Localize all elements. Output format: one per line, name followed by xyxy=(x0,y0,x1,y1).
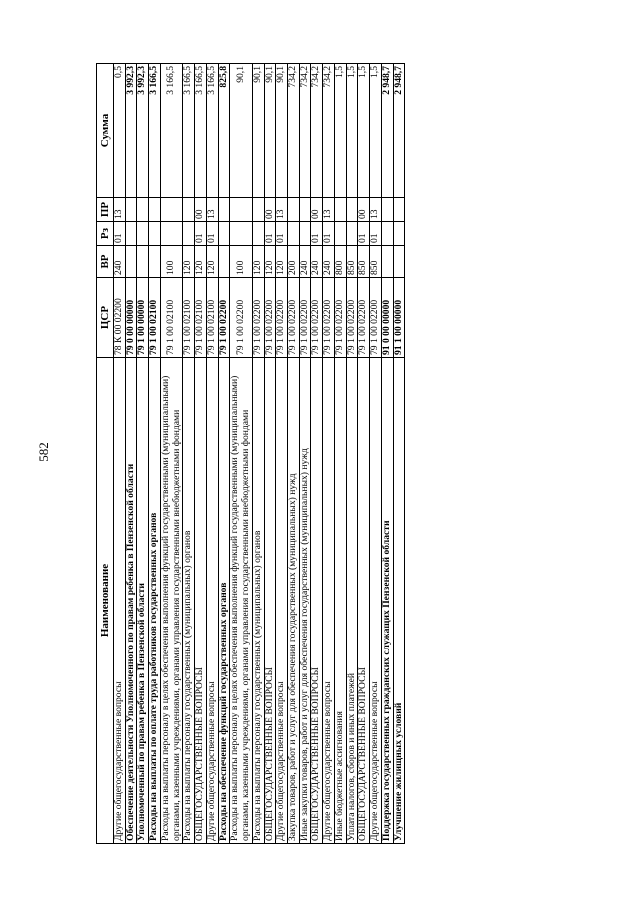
cell-pr xyxy=(149,198,161,222)
cell-sum: 1,5 xyxy=(358,64,370,198)
cell-rz xyxy=(334,222,346,246)
cell-rz xyxy=(230,222,252,246)
cell-csr: 91 1 00 00000 xyxy=(393,278,405,358)
cell-rz xyxy=(218,222,230,246)
cell-sum: 0,5 xyxy=(114,64,126,198)
cell-vr xyxy=(149,246,161,278)
cell-pr: 00 xyxy=(195,198,207,222)
cell-rz xyxy=(160,222,182,246)
cell-pr xyxy=(334,198,346,222)
cell-csr: 79 1 00 02200 xyxy=(252,278,264,358)
cell-csr: 79 1 00 02200 xyxy=(323,278,335,358)
cell-name: Расходы на выплаты персоналу государственных (муниципальных) органов xyxy=(252,358,264,844)
cell-rz xyxy=(393,222,405,246)
cell-rz: 01 xyxy=(276,222,288,246)
cell-sum: 734,2 xyxy=(288,64,300,198)
table-body xyxy=(114,64,405,844)
cell-vr: 240 xyxy=(299,246,311,278)
cell-name: ОБЩЕГОСУДАРСТВЕННЫЕ ВОПРОСЫ xyxy=(311,358,323,844)
cell-pr xyxy=(125,198,137,222)
cell-rz xyxy=(381,222,393,246)
table-row xyxy=(149,64,161,844)
header-rz: Рз xyxy=(97,222,114,246)
cell-vr: 120 xyxy=(276,246,288,278)
table-header-row xyxy=(97,64,114,844)
cell-csr: 79 1 00 02100 xyxy=(195,278,207,358)
cell-pr: 13 xyxy=(370,198,382,222)
header-csr: ЦСР xyxy=(97,278,114,358)
cell-sum: 90,1 xyxy=(230,64,252,198)
cell-pr xyxy=(218,198,230,222)
table-row xyxy=(370,64,382,844)
cell-rz xyxy=(125,222,137,246)
cell-sum: 3 992,3 xyxy=(125,64,137,198)
cell-name: Расходы на выплаты персоналу государственных (муниципальных) органов xyxy=(183,358,195,844)
budget-table-container xyxy=(96,64,602,844)
cell-pr xyxy=(137,198,149,222)
cell-pr: 00 xyxy=(264,198,276,222)
cell-vr xyxy=(125,246,137,278)
cell-rz xyxy=(299,222,311,246)
cell-pr: 00 xyxy=(358,198,370,222)
cell-pr: 00 xyxy=(311,198,323,222)
cell-sum: 90,1 xyxy=(264,64,276,198)
cell-rz: 01 xyxy=(358,222,370,246)
cell-vr: 100 xyxy=(160,246,182,278)
cell-sum: 3 166,5 xyxy=(183,64,195,198)
cell-sum: 2 948,7 xyxy=(381,64,393,198)
table-row xyxy=(183,64,195,844)
cell-csr: 79 1 00 02100 xyxy=(206,278,218,358)
cell-csr: 79 1 00 02100 xyxy=(149,278,161,358)
cell-sum: 1,5 xyxy=(346,64,358,198)
table-row xyxy=(218,64,230,844)
cell-name: ОБЩЕГОСУДАРСТВЕННЫЕ ВОПРОСЫ xyxy=(195,358,207,844)
table-row xyxy=(195,64,207,844)
table-row xyxy=(393,64,405,844)
cell-sum: 825,8 xyxy=(218,64,230,198)
cell-pr xyxy=(160,198,182,222)
cell-csr: 79 1 00 02200 xyxy=(218,278,230,358)
cell-csr: 79 1 00 02200 xyxy=(311,278,323,358)
cell-sum: 3 166,5 xyxy=(195,64,207,198)
cell-name: Обеспечение деятельности Уполномоченного по правам ребенка в Пензенской области xyxy=(125,358,137,844)
cell-name: Улучшение жилищных условий xyxy=(393,358,405,844)
cell-csr: 79 1 00 02200 xyxy=(358,278,370,358)
cell-name: Расходы на выплаты по оплате труда работников государственных органов xyxy=(149,358,161,844)
cell-sum: 90,1 xyxy=(276,64,288,198)
cell-pr xyxy=(252,198,264,222)
cell-csr: 79 1 00 02200 xyxy=(334,278,346,358)
cell-name: Другие общегосударственные вопросы xyxy=(323,358,335,844)
table-row xyxy=(381,64,393,844)
cell-pr xyxy=(183,198,195,222)
table-row xyxy=(114,64,126,844)
table-row xyxy=(358,64,370,844)
cell-pr xyxy=(299,198,311,222)
cell-sum: 3 166,5 xyxy=(160,64,182,198)
cell-name: Другие общегосударственные вопросы xyxy=(114,358,126,844)
cell-pr xyxy=(230,198,252,222)
cell-csr: 79 1 00 02200 xyxy=(288,278,300,358)
cell-rz xyxy=(149,222,161,246)
cell-pr xyxy=(393,198,405,222)
cell-name: ОБЩЕГОСУДАРСТВЕННЫЕ ВОПРОСЫ xyxy=(358,358,370,844)
table-row xyxy=(299,64,311,844)
cell-pr: 13 xyxy=(276,198,288,222)
cell-vr: 120 xyxy=(206,246,218,278)
cell-csr: 79 1 00 02200 xyxy=(264,278,276,358)
cell-vr xyxy=(137,246,149,278)
budget-table xyxy=(96,63,405,844)
cell-csr: 79 1 00 02200 xyxy=(299,278,311,358)
page-number: 582 xyxy=(36,442,51,462)
cell-pr xyxy=(346,198,358,222)
cell-vr xyxy=(381,246,393,278)
cell-sum: 1,5 xyxy=(370,64,382,198)
cell-vr: 120 xyxy=(183,246,195,278)
cell-csr: 78 К 00 02200 xyxy=(114,278,126,358)
cell-sum: 734,2 xyxy=(299,64,311,198)
cell-rz xyxy=(183,222,195,246)
cell-csr: 79 1 00 02200 xyxy=(346,278,358,358)
cell-csr: 79 1 00 02200 xyxy=(276,278,288,358)
cell-vr: 120 xyxy=(264,246,276,278)
cell-name: Расходы на выплаты персоналу в целях обеспечения выполнения функций государственными (муниципальными) органами, казенными учреждениями, органами управления государственными внебюджетными фондами xyxy=(230,358,252,844)
cell-csr: 79 1 00 02100 xyxy=(183,278,195,358)
table-row xyxy=(252,64,264,844)
cell-vr: 800 xyxy=(334,246,346,278)
cell-vr xyxy=(393,246,405,278)
cell-name: ОБЩЕГОСУДАРСТВЕННЫЕ ВОПРОСЫ xyxy=(264,358,276,844)
header-pr: ПР xyxy=(97,198,114,222)
cell-rz: 01 xyxy=(114,222,126,246)
cell-sum: 734,2 xyxy=(323,64,335,198)
header-name: Наименование xyxy=(97,358,114,844)
cell-rz: 01 xyxy=(370,222,382,246)
cell-pr xyxy=(288,198,300,222)
cell-vr: 100 xyxy=(230,246,252,278)
cell-vr xyxy=(218,246,230,278)
header-vr: ВР xyxy=(97,246,114,278)
cell-name: Другие общегосударственные вопросы xyxy=(276,358,288,844)
cell-vr: 850 xyxy=(346,246,358,278)
cell-csr: 79 1 00 02200 xyxy=(230,278,252,358)
cell-rz: 01 xyxy=(323,222,335,246)
cell-sum: 90,1 xyxy=(252,64,264,198)
table-row xyxy=(160,64,182,844)
table-row xyxy=(276,64,288,844)
cell-sum: 3 166,5 xyxy=(206,64,218,198)
table-row xyxy=(288,64,300,844)
cell-vr: 240 xyxy=(114,246,126,278)
cell-rz xyxy=(288,222,300,246)
table-row xyxy=(206,64,218,844)
cell-sum: 2 948,7 xyxy=(393,64,405,198)
header-sum: Сумма xyxy=(97,64,114,198)
cell-rz: 01 xyxy=(195,222,207,246)
cell-pr: 13 xyxy=(323,198,335,222)
cell-rz: 01 xyxy=(264,222,276,246)
cell-vr: 200 xyxy=(288,246,300,278)
cell-name: Расходы на обеспечение функций государственных органов xyxy=(218,358,230,844)
cell-vr: 120 xyxy=(195,246,207,278)
table-row xyxy=(137,64,149,844)
cell-pr: 13 xyxy=(206,198,218,222)
cell-rz xyxy=(252,222,264,246)
cell-name: Иные бюджетные ассигнования xyxy=(334,358,346,844)
cell-name: Закупка товаров, работ и услуг для обеспечения государственных (муниципальных) нужд xyxy=(288,358,300,844)
cell-rz: 01 xyxy=(206,222,218,246)
table-row xyxy=(346,64,358,844)
cell-sum: 1,5 xyxy=(334,64,346,198)
cell-csr: 79 0 00 00000 xyxy=(125,278,137,358)
cell-name: Другие общегосударственные вопросы xyxy=(370,358,382,844)
cell-name: Уплата налогов, сборов и иных платежей xyxy=(346,358,358,844)
cell-rz: 01 xyxy=(311,222,323,246)
cell-pr xyxy=(381,198,393,222)
cell-name: Поддержка государственных гражданских служащих Пензенской области xyxy=(381,358,393,844)
table-row xyxy=(264,64,276,844)
table-row xyxy=(125,64,137,844)
cell-vr: 120 xyxy=(252,246,264,278)
cell-vr: 240 xyxy=(311,246,323,278)
table-row xyxy=(334,64,346,844)
cell-rz xyxy=(346,222,358,246)
cell-sum: 734,2 xyxy=(311,64,323,198)
cell-csr: 91 0 00 00000 xyxy=(381,278,393,358)
table-row xyxy=(311,64,323,844)
cell-csr: 79 1 00 02200 xyxy=(370,278,382,358)
cell-pr: 13 xyxy=(114,198,126,222)
cell-sum: 3 992,3 xyxy=(137,64,149,198)
cell-sum: 3 166,5 xyxy=(149,64,161,198)
table-row xyxy=(323,64,335,844)
table-row xyxy=(230,64,252,844)
cell-name: Другие общегосударственные вопросы xyxy=(206,358,218,844)
cell-csr: 79 1 00 02100 xyxy=(160,278,182,358)
cell-csr: 79 1 00 00000 xyxy=(137,278,149,358)
cell-name: Расходы на выплаты персоналу в целях обеспечения выполнения функций государственными (муниципальными) органами, казенными учреждениями, органами управления государственными внебюджетными фондами xyxy=(160,358,182,844)
cell-rz xyxy=(137,222,149,246)
cell-name: Иные закупки товаров, работ и услуг для обеспечения государственных (муниципальных) нужд xyxy=(299,358,311,844)
cell-vr: 850 xyxy=(358,246,370,278)
cell-vr: 850 xyxy=(370,246,382,278)
cell-name: Уполномоченный по правам ребенка в Пензенской области xyxy=(137,358,149,844)
cell-vr: 240 xyxy=(323,246,335,278)
